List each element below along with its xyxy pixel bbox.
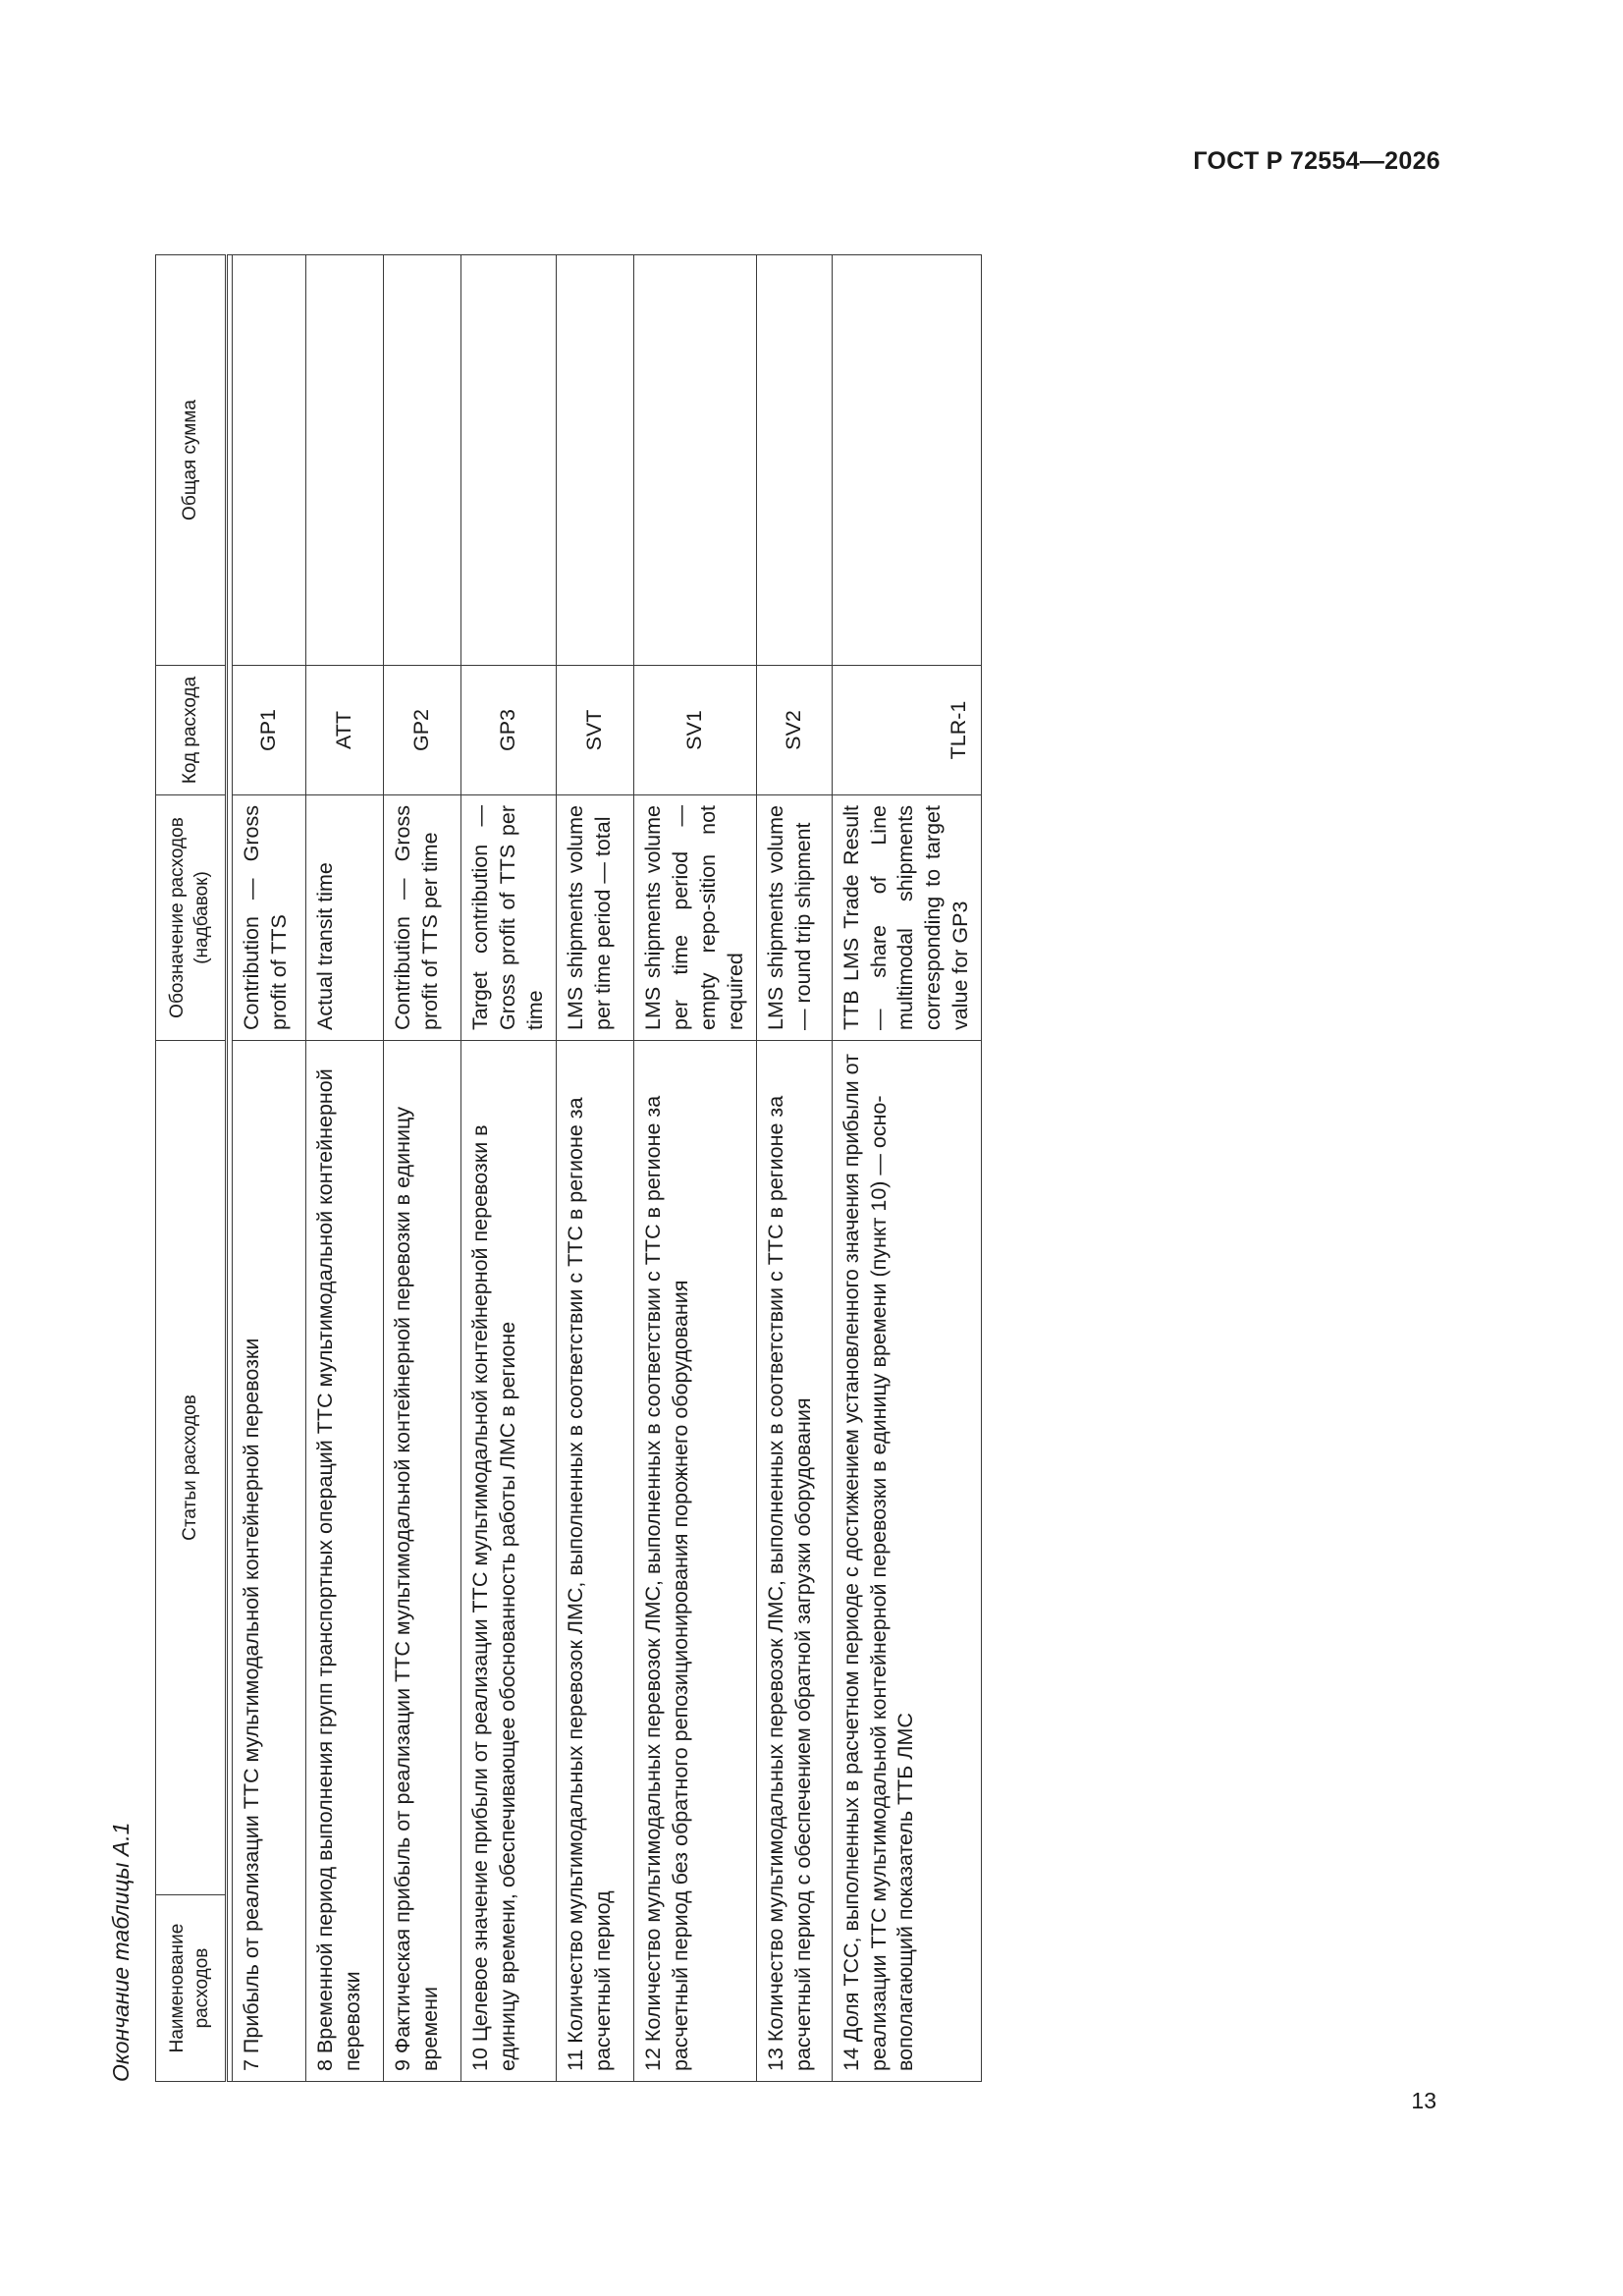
row-code: SVT [556, 666, 633, 795]
row-designation: Target contribution — Gross profit of TTS per time [461, 795, 557, 1041]
table-row [461, 255, 557, 2082]
table-row [306, 255, 384, 2082]
table-row [384, 255, 461, 2082]
page-number: 13 [1411, 2088, 1436, 2113]
table-caption: Окончание таблицы А.1 [108, 1822, 134, 2082]
table-row [233, 255, 306, 2082]
row-total [556, 255, 633, 666]
row-code: GP1 [233, 666, 306, 795]
row-total [306, 255, 384, 666]
header-total: Общая сумма [156, 255, 227, 666]
row-code: SV1 [633, 666, 756, 795]
cost-table [155, 254, 982, 2082]
row-code: SV2 [756, 666, 832, 795]
header-code: Код расхода [156, 666, 227, 795]
row-name: 7 Прибыль от реализации ТТС мультимодальной контейнерной перевозки [233, 1041, 306, 2082]
row-designation: LMS shipments volume per time period — empty repo-sition not required [633, 795, 756, 1041]
row-name: 9 Фактическая прибыль от реализации ТТС мультимодальной контейнерной перевозки в единицу времени [384, 1041, 461, 2082]
row-designation: Contribution — Gross profit of TTS [233, 795, 306, 1041]
row-name: 14 Доля ТСС, выполненных в расчетном периоде с достижением установленного значения прибыли от реализации ТТС мультимодальной контейнерной перевозки в единицу времени (пункт 10) — осно-вополагающий показатель ТТБ ЛМС [832, 1041, 982, 2082]
row-code: GP3 [461, 666, 557, 795]
row-designation: Contribution — Gross profit of TTS per time [384, 795, 461, 1041]
row-code: TLR-1 [832, 666, 982, 795]
row-total [384, 255, 461, 666]
row-name: 8 Временной период выполнения групп транспортных операций ТТС мультимодальной контейнерной перевозки [306, 1041, 384, 2082]
table-row [556, 255, 633, 2082]
row-code: ATT [306, 666, 384, 795]
rotated-table-block [108, 236, 982, 2082]
row-code: GP2 [384, 666, 461, 795]
header-item: Статьи расходов [156, 1041, 227, 1895]
row-name: 11 Количество мультимодальных перевозок ЛМС, выполненных в соответствии с ТТС в регионе за расчетный период [556, 1041, 633, 2082]
table-row [633, 255, 756, 2082]
row-designation: LMS shipments volume — round trip shipment [756, 795, 832, 1041]
row-name: 10 Целевое значение прибыли от реализации ТТС мультимодальной контейнерной перевозки в единицу времени, обеспечивающее обоснованность работы ЛМС в регионе [461, 1041, 557, 2082]
row-designation: LMS shipments volume per time period — total [556, 795, 633, 1041]
table-row [756, 255, 832, 2082]
row-name: 12 Количество мультимодальных перевозок ЛМС, выполненных в соответствии с ТТС в регионе за расчетный период без обратного репозиционирования порожнего оборудования [633, 1041, 756, 2082]
header-designation: Обозначение расходов (надбавок) [156, 795, 227, 1041]
row-total [233, 255, 306, 666]
row-designation: TTB LMS Trade Result — share of Line multimodal shipments corresponding to target value for GP3 [832, 795, 982, 1041]
header-name: Наименование расходов [156, 1895, 227, 2082]
row-total [633, 255, 756, 666]
table-header-row [156, 255, 227, 2082]
standard-designation: ГОСТ Р 72554—2026 [1193, 147, 1440, 175]
row-total [832, 255, 982, 666]
row-total [756, 255, 832, 666]
table-row [832, 255, 982, 2082]
row-total [461, 255, 557, 666]
row-name: 13 Количество мультимодальных перевозок ЛМС, выполненных в соответствии с ТТС в регионе за расчетный период с обеспечением обратной загрузки оборудования [756, 1041, 832, 2082]
row-designation: Actual transit time [306, 795, 384, 1041]
